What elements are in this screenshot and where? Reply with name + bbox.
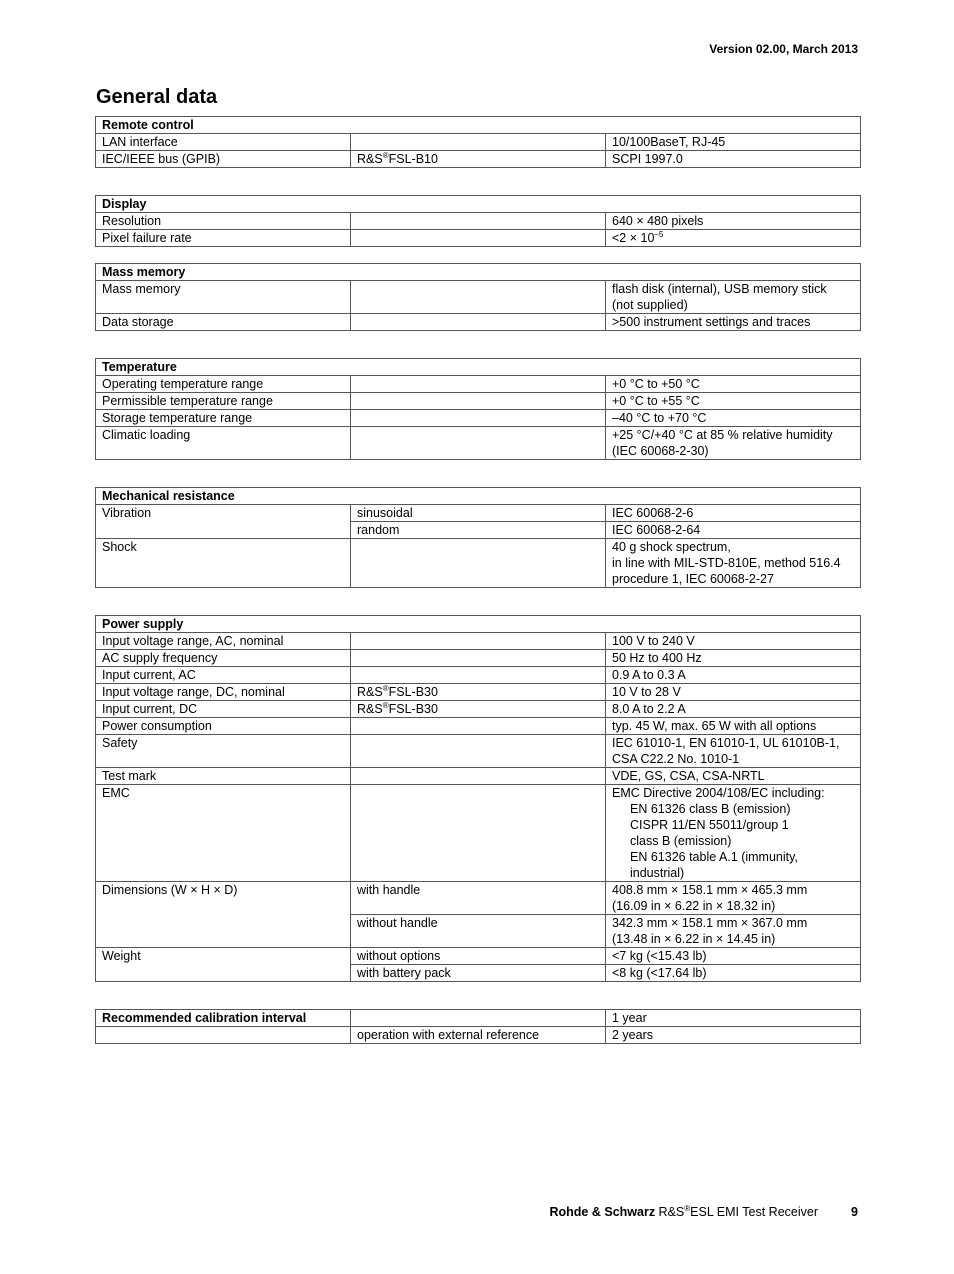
- section-title: Mechanical resistance: [96, 488, 861, 505]
- table-row: Mass memory flash disk (internal), USB memory stick (not supplied): [96, 281, 861, 314]
- section-title: Display: [96, 196, 861, 213]
- section-title: Power supply: [96, 616, 861, 633]
- table-row: Input current, AC 0.9 A to 0.3 A: [96, 667, 861, 684]
- section-title: Remote control: [96, 117, 861, 134]
- table-row: LAN interface 10/100BaseT, RJ-45: [96, 134, 861, 151]
- table-row: Permissible temperature range +0 °C to +55 °C: [96, 393, 861, 410]
- mechanical-resistance-table: [95, 487, 861, 588]
- section-title: Temperature: [96, 359, 861, 376]
- table-row: Pixel failure rate $<2 \times 10^{-5}$: [96, 230, 861, 247]
- spec-tables: [95, 116, 860, 1044]
- table-row: Storage temperature range –40 °C to +70 °C: [96, 410, 861, 427]
- table-row: Data storage >500 instrument settings and traces: [96, 314, 861, 331]
- table-row: Power consumption typ. 45 W, max. 65 W with all options: [96, 718, 861, 735]
- table-row: Shock 40 g shock spectrum, in line with MIL-STD-810E, method 516.4 procedure 1, IEC 60068-2-27: [96, 539, 861, 588]
- table-row: Test mark VDE, GS, CSA, CSA-NRTL: [96, 768, 861, 785]
- table-row: Input current, DC R&S®FSL-B30 8.0 A to 2.2 A: [96, 701, 861, 718]
- table-row: Vibration sinusoidal IEC 60068-2-6: [96, 505, 861, 522]
- table-row: Weight without options <7 kg (<15.43 lb): [96, 948, 861, 965]
- remote-control-table: [95, 116, 861, 168]
- table-row: EMC EMC Directive 2004/108/EC including: EN 61326 class B (emission) CISPR 11/EN 55011/group 1 class B (emission) EN 61326 table A.1 (immunity, industrial): [96, 785, 861, 882]
- display-table: [95, 195, 861, 247]
- mass-memory-table: [95, 263, 861, 331]
- section-title: Mass memory: [96, 264, 861, 281]
- page-number: 9: [851, 1205, 858, 1219]
- table-row: AC supply frequency 50 Hz to 400 Hz: [96, 650, 861, 667]
- table-row: operation with external reference 2 years: [96, 1027, 861, 1044]
- table-row: Input voltage range, DC, nominal R&S®FSL-B30 10 V to 28 V: [96, 684, 861, 701]
- table-row: Resolution 640 × 480 pixels: [96, 213, 861, 230]
- table-row: IEC/IEEE bus (GPIB) R&S®FSL-B10 SCPI 1997.0: [96, 151, 861, 168]
- footer-brand: Rohde & Schwarz R&S®ESL EMI Test Receiver: [549, 1204, 818, 1219]
- page-title: General data: [96, 86, 218, 108]
- table-row: Operating temperature range +0 °C to +50 °C: [96, 376, 861, 393]
- calibration-table: [95, 1009, 861, 1044]
- table-row: Dimensions (W × H × D) with handle 408.8 mm × 158.1 mm × 465.3 mm (16.09 in × 6.22 in × 18.32 in): [96, 882, 861, 915]
- table-row: Input voltage range, AC, nominal 100 V to 240 V: [96, 633, 861, 650]
- table-row: with battery pack <8 kg (<17.64 lb): [96, 965, 861, 982]
- table-row: Climatic loading +25 °C/+40 °C at 85 % relative humidity (IEC 60068-2-30): [96, 427, 861, 460]
- version-label: Version 02.00, March 2013: [709, 42, 858, 56]
- table-row: random IEC 60068-2-64: [96, 522, 861, 539]
- table-row: Recommended calibration interval 1 year: [96, 1010, 861, 1027]
- table-row: Safety IEC 61010-1, EN 61010-1, UL 61010B-1, CSA C22.2 No. 1010-1: [96, 735, 861, 768]
- section-title: Recommended calibration interval: [96, 1010, 351, 1027]
- power-supply-table: [95, 615, 861, 982]
- temperature-table: [95, 358, 861, 460]
- table-row: without handle 342.3 mm × 158.1 mm × 367.0 mm (13.48 in × 6.22 in × 14.45 in): [96, 915, 861, 948]
